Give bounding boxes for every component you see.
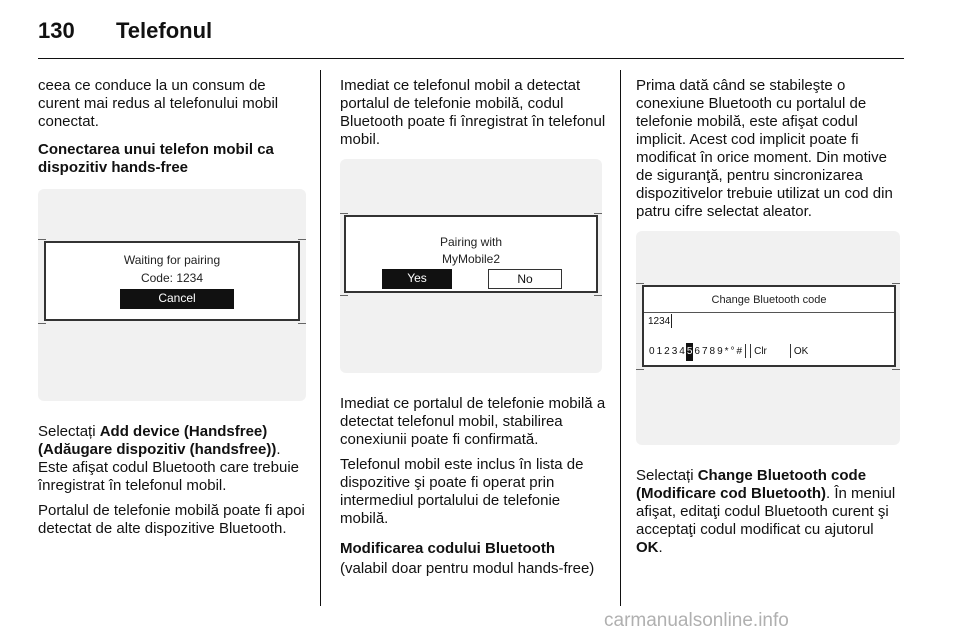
pairing-text: Pairing with (439, 235, 503, 249)
character-keypad (648, 343, 809, 361)
section-heading: Modificarea codului Bluetooth (340, 540, 556, 557)
key-1: 1 (656, 346, 663, 357)
header-rule (38, 58, 904, 59)
display-screen (642, 285, 896, 367)
bracket-mark (340, 295, 348, 296)
code-text: Code: 1234 (140, 271, 204, 285)
section-heading: Conectarea unui telefon mobil ca dispozitiv hands-free (38, 141, 274, 176)
page-title: Telefonul (116, 18, 213, 43)
yes-button: Yes (382, 269, 452, 289)
keypad-separator (790, 344, 791, 358)
display-screen (344, 215, 598, 293)
clear-key: Clr (754, 346, 767, 357)
menu-item-reference: Change Bluetooth code (Modificare cod Bluetooth) (636, 467, 867, 502)
page-number: 130 (38, 18, 75, 43)
key-7: 7 (701, 346, 708, 357)
ok-key: OK (793, 346, 809, 357)
key-0: 0 (649, 346, 655, 357)
key-4: 4 (679, 346, 685, 357)
text-cursor (671, 314, 672, 328)
text-run: . În meniul afişat, editaţi codul Bluetooth curent şi acceptaţi codul modificat cu ajutorul (636, 485, 896, 538)
bracket-mark (594, 295, 602, 296)
key-9: 9 (717, 346, 723, 357)
bracket-mark (636, 369, 644, 370)
bracket-mark (594, 213, 602, 214)
bracket-mark (340, 213, 348, 214)
key-2: 2 (664, 346, 670, 357)
waiting-text: Waiting for pairing (123, 253, 221, 267)
watermark: carmanualsonline.info (604, 610, 789, 631)
paragraph: Telefonul mobil este inclus în lista de dispozitive şi poate fi operat prin intermediul portalului de telefonie mobilă. (340, 456, 584, 527)
column-left (38, 77, 306, 545)
ok-reference: OK (636, 539, 659, 556)
key-3: 3 (671, 346, 678, 357)
bracket-mark (38, 323, 46, 324)
change-code-title: Change Bluetooth code (644, 291, 894, 313)
no-button: No (488, 269, 562, 289)
code-entry-field (648, 313, 672, 331)
paragraph: Imediat ce telefonul mobil a detectat portalul de telefonie mobilă, codul Bluetooth poate fi înregistrat în telefonul mobil. (340, 77, 606, 148)
text-run: . (658, 539, 663, 556)
code-value: 1234 (648, 316, 671, 327)
pairing-screen-figure (38, 189, 306, 401)
paragraph: Portalul de telefonie mobilă poate fi apoi detectat de alte dispozitive Bluetooth. (38, 502, 305, 537)
column-right (636, 77, 904, 564)
cancel-button: Cancel (120, 289, 234, 309)
paragraph (38, 423, 306, 495)
display-screen (44, 241, 300, 321)
bracket-mark (38, 239, 46, 240)
keypad-separator (750, 344, 751, 358)
bracket-mark (892, 283, 900, 284)
bracket-mark (892, 369, 900, 370)
key-8: 8 (709, 346, 716, 357)
paragraph (636, 467, 904, 557)
key-10: * (724, 346, 729, 357)
bracket-mark (636, 283, 644, 284)
key-5: 5 (686, 343, 694, 361)
column-divider (620, 70, 621, 606)
menu-item-reference: Add device (Handsfree) (Adăugare dispozitiv (handsfree)) (38, 423, 277, 458)
key-11: ° (730, 346, 735, 357)
text-run: Selectați (38, 423, 100, 440)
column-divider (320, 70, 321, 606)
change-code-figure (636, 231, 900, 445)
keypad-separator (745, 344, 746, 358)
paragraph: Prima dată când se stabileşte o conexiune Bluetooth cu portalul de telefonie mobilă, este afişat codul implicit. Acest cod implicit poate fi modificat în orice moment. Din motive de siguranţă, pentru sincronizarea dispozitivelor trebuie utilizat un cod din patru cifre selectat aleator. (636, 77, 893, 220)
paragraph: Imediat ce portalul de telefonie mobilă a detectat telefonul mobil, stabilirea conexiunii poate fi confirmată. (340, 395, 606, 448)
device-name-text: MyMobile2 (441, 252, 501, 266)
key-6: 6 (694, 346, 700, 357)
column-middle (340, 77, 606, 585)
bracket-mark (298, 323, 306, 324)
text-run: . Este afişat codul Bluetooth care trebuie înregistrat în telefonul mobil. (38, 441, 299, 494)
pairing-confirm-figure (340, 159, 602, 373)
bracket-mark (298, 239, 306, 240)
key-12: # (736, 346, 743, 357)
text-run: Selectați (636, 467, 698, 484)
paragraph: ceea ce conduce la un consum de curent mai redus al telefonului mobil conectat. (38, 77, 279, 130)
paragraph: (valabil doar pentru modul hands-free) (340, 560, 595, 577)
